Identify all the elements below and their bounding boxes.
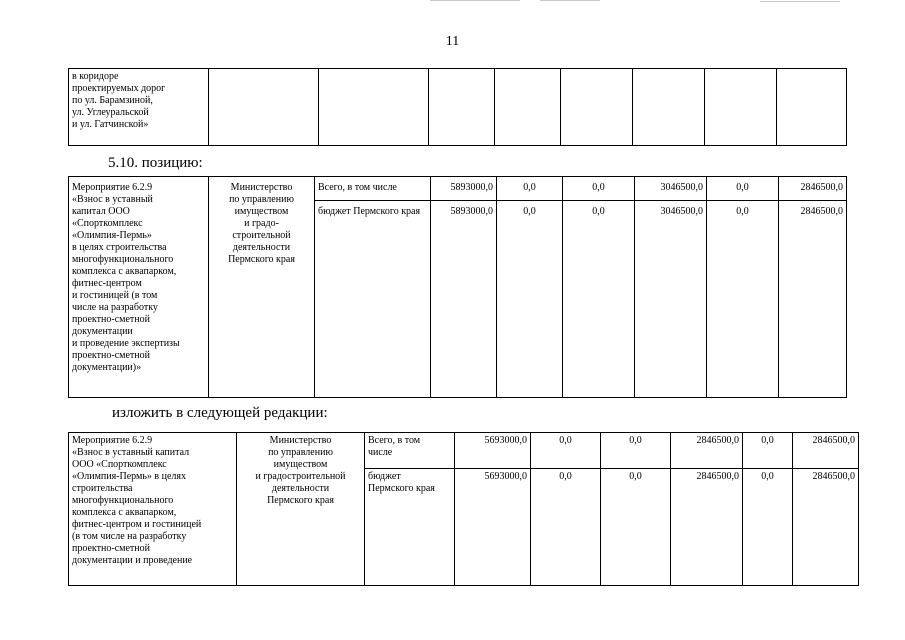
- continuation-table: [68, 68, 847, 146]
- empty-cell: [209, 69, 319, 146]
- empty-cell: [633, 69, 705, 146]
- old-ministry-text: Министерство по управлению имуществом и градо- строительной деятельности Пермского края: [209, 177, 315, 398]
- new-value-cell: 0,0: [601, 469, 671, 586]
- heading-new-edition: изложить в следующей редакции:: [112, 405, 328, 421]
- old-value-cell: 5893000,0: [431, 201, 497, 398]
- page-number: 11: [445, 34, 460, 49]
- new-ministry-text: Министерство по управлению имуществом и градостроительной деятельности Пермского края: [237, 433, 365, 586]
- scan-artifact-line: [540, 0, 600, 1]
- empty-cell: [777, 69, 847, 146]
- empty-cell: [429, 69, 495, 146]
- new-value-cell: 2846500,0: [793, 433, 859, 469]
- new-value-cell: 2846500,0: [793, 469, 859, 586]
- new-value-cell: 5693000,0: [455, 433, 531, 469]
- old-value-cell: 5893000,0: [431, 177, 497, 201]
- empty-cell: [705, 69, 777, 146]
- old-row-label: Всего, в том числе: [315, 177, 431, 201]
- new-value-cell: 0,0: [531, 433, 601, 469]
- old-value-cell: 0,0: [707, 177, 779, 201]
- continuation-cell-text: в коридоре проектируемых дорог по ул. Барамзиной, ул. Углеуральской и ул. Гатчинской»: [69, 69, 209, 146]
- old-row-label: бюджет Пермского края: [315, 201, 431, 398]
- old-position-table: [68, 176, 847, 398]
- empty-cell: [319, 69, 429, 146]
- new-value-cell: 0,0: [743, 433, 793, 469]
- old-measure-text: Мероприятие 6.2.9 «Взнос в уставный капитал ООО «Спорткомплекс «Олимпия-Пермь» в целях строительства многофункционального комплекса с аквапарком, фитнес-центром и гостиницей (в том числе на разработку проектно-сметной документации и проведение экспертизы проектно-сметной документации)»: [69, 177, 209, 398]
- scan-artifact-line: [430, 0, 520, 1]
- scan-artifact-line: [760, 1, 840, 2]
- empty-cell: [495, 69, 561, 146]
- new-edition-table: [68, 432, 859, 586]
- new-value-cell: 2846500,0: [671, 469, 743, 586]
- new-row-label: бюджет Пермского края: [365, 469, 455, 586]
- old-value-cell: 3046500,0: [635, 201, 707, 398]
- old-value-cell: 3046500,0: [635, 177, 707, 201]
- old-value-cell: 2846500,0: [779, 177, 847, 201]
- new-value-cell: 0,0: [601, 433, 671, 469]
- new-value-cell: 0,0: [743, 469, 793, 586]
- new-value-cell: 5693000,0: [455, 469, 531, 586]
- old-value-cell: 2846500,0: [779, 201, 847, 398]
- heading-old-position: 5.10. позицию:: [108, 155, 203, 171]
- new-value-cell: 0,0: [531, 469, 601, 586]
- new-row-label: Всего, в том числе: [365, 433, 455, 469]
- old-value-cell: 0,0: [707, 201, 779, 398]
- new-value-cell: 2846500,0: [671, 433, 743, 469]
- old-value-cell: 0,0: [563, 201, 635, 398]
- old-value-cell: 0,0: [563, 177, 635, 201]
- empty-cell: [561, 69, 633, 146]
- new-measure-text: Мероприятие 6.2.9 «Взнос в уставный капитал ООО «Спорткомплекс «Олимпия-Пермь» в целях строительства многофункционального комплекса с аквапарком, фитнес-центром и гостиницей (в том числе на разработку проектно-сметной документации и проведение: [69, 433, 237, 586]
- old-value-cell: 0,0: [497, 177, 563, 201]
- old-value-cell: 0,0: [497, 201, 563, 398]
